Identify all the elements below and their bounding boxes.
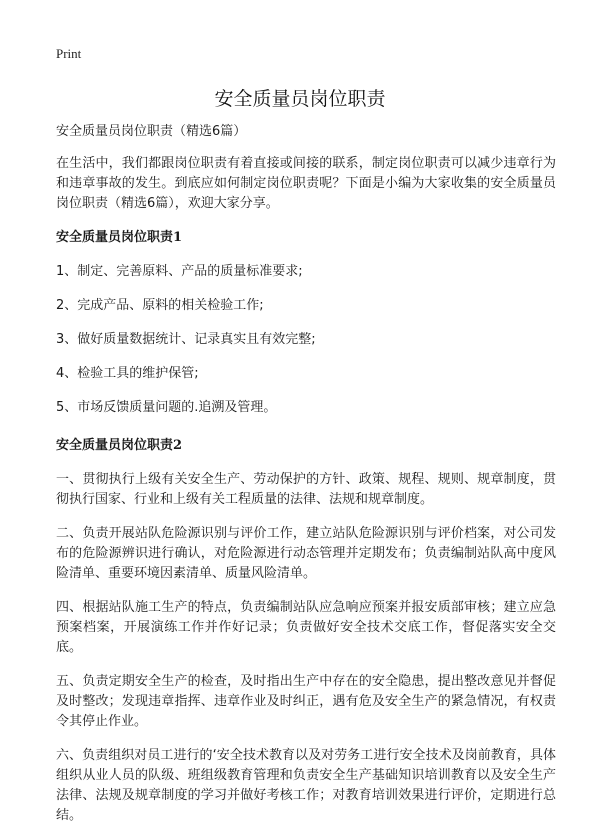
list-item: 2、完成产品、原料的相关检验工作; [56, 298, 264, 313]
paragraph: 四、根据站队施工生产的特点，负责编制站队应急响应预案并报安质部审核；建立应急预案档案，开展演练工作并作好记录；负责做好安全技术交底工作，督促落实安全交底。 [56, 600, 556, 655]
intro-paragraph: 在生活中，我们都跟岗位职责有着直接或间接的联系，制定岗位职责可以减少违章行为和违章事故的发生。到底应如何制定岗位职责呢？下面是小编为大家收集的安全质量员岗位职责（精选6篇），欢迎大家分享。 [56, 156, 556, 211]
page-title: 安全质量员岗位职责 [214, 88, 386, 110]
document-body [56, 122, 556, 840]
section-2 [56, 436, 556, 826]
list-item: 5、市场反馈质量问题的.追溯及管理。 [56, 400, 277, 415]
document-subtitle: 安全质量员岗位职责（精选6篇） [56, 124, 247, 139]
section-1 [56, 228, 556, 418]
list-item: 3、做好质量数据统计、记录真实且有效完整; [56, 332, 316, 347]
section-heading: 安全质量员岗位职责1 [56, 230, 183, 245]
print-label: Print [56, 46, 82, 61]
paragraph: 一、贯彻执行上级有关安全生产、劳动保护的方针、政策、规程、规则、规章制度，贯彻执行国家、行业和上级有关工程质量的法律、法规和规章制度。 [56, 472, 556, 507]
paragraph: 六、负责组织对员工进行的‘安全技术教育以及对劳务工进行安全技术及岗前教育，具体组织从业人员的队级、班组级教育管理和负责安全生产基础知识培训教育以及安全生产法律、法规及规章制度的学习并做好考核工作；对教育培训效果进行评价，定期进行总结。 [56, 748, 556, 823]
list-item: 1、制定、完善原料、产品的质量标准要求; [56, 264, 303, 279]
paragraph: 二、负责开展站队危险源识别与评价工作，建立站队危险源识别与评价档案，对公司发布的危险源辨识进行确认，对危险源进行动态管理并定期发布；负责编制站队高中度风险清单、重要环境因素清单、质量风险清单。 [56, 526, 556, 581]
section-heading: 安全质量员岗位职责2 [56, 438, 183, 453]
list-item: 4、检验工具的维护保管; [56, 366, 199, 381]
paragraph: 五、负责定期安全生产的检查，及时指出生产中存在的安全隐患，提出整改意见并督促及时整改；发现违章指挥、违章作业及时纠正，遇有危及安全生产的紧急情况，有权责令其停止作业。 [56, 674, 556, 729]
